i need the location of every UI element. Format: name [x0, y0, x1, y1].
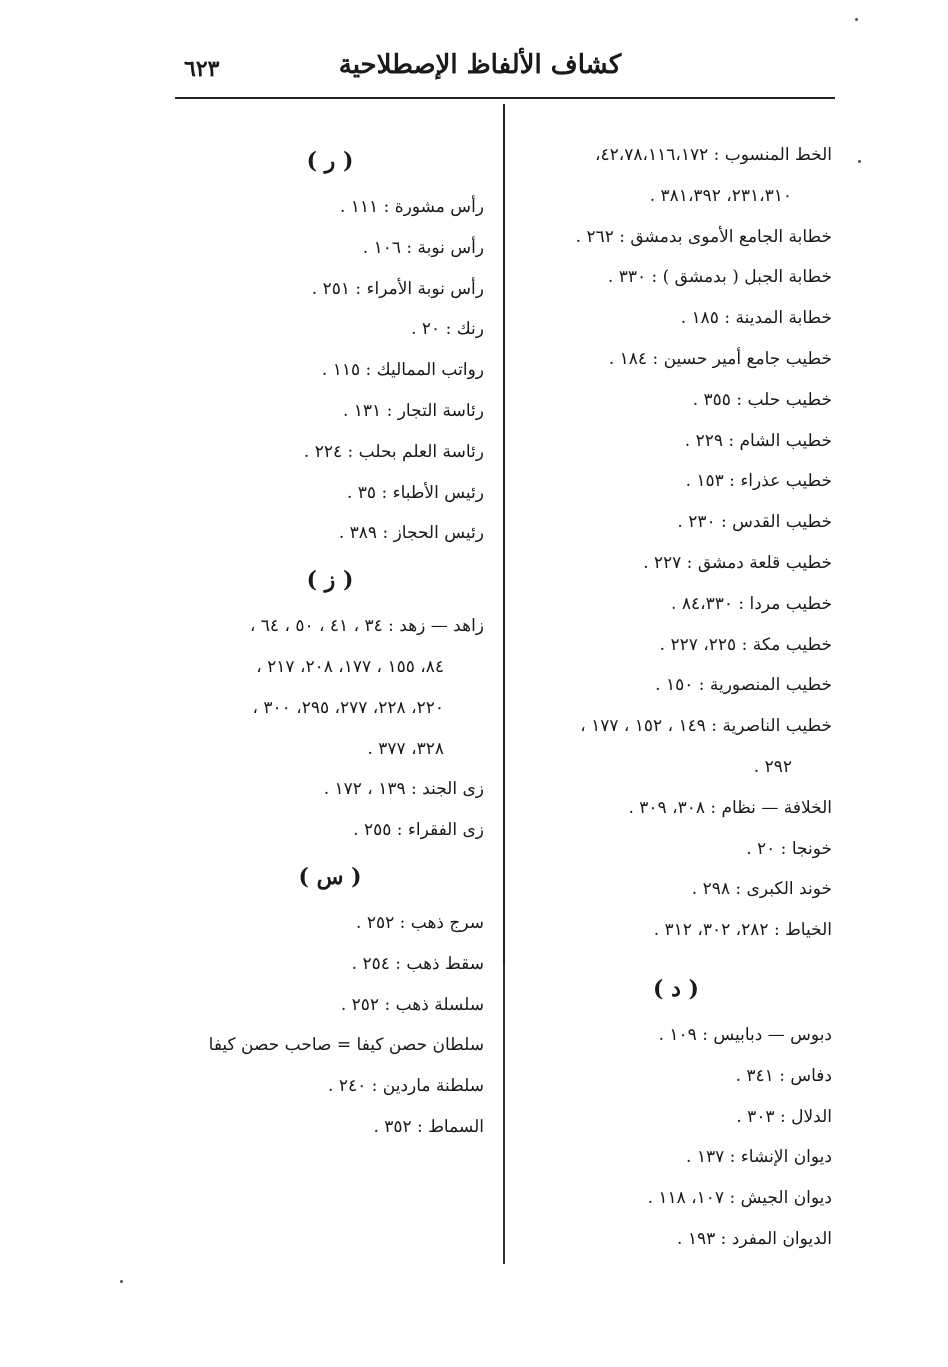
index-entry: السماط : ٣٥٢ .: [373, 1116, 484, 1137]
index-entry: خوند الكبرى : ٢٩٨ .: [691, 879, 832, 900]
index-entry-continuation: ٢٩٢ .: [753, 756, 792, 777]
index-entry: خطابة الجبل ( بدمشق ) : ٣٣٠ .: [607, 267, 832, 288]
index-entry: خطيب القدس : ٢٣٠ .: [677, 512, 832, 533]
scan-speck: [855, 18, 858, 21]
index-column-right: [520, 135, 832, 1260]
index-entry: رئيس الأطباء : ٣٥ .: [346, 482, 484, 503]
column-divider-lower: [503, 964, 505, 1264]
index-entry: خطيب الناصرية : ١٤٩ ، ١٥٢ ، ١٧٧ ،: [580, 716, 832, 737]
running-title: كشاف الألفاظ الإصطلاحية: [338, 50, 622, 80]
index-entry: رأس نوبة : ١٠٦ .: [362, 237, 484, 258]
index-entry: خطيب المنصورية : ١٥٠ .: [655, 675, 832, 696]
index-entry: زى الجند : ١٣٩ ، ١٧٢ .: [323, 779, 484, 800]
index-entry: زاهد — زهد : ٣٤ ، ٤١ ، ٥٠ ، ٦٤ ،: [249, 616, 484, 637]
index-column-left: [176, 135, 484, 1148]
index-entry: ديوان الجيش : ١٠٧، ١١٨ .: [647, 1188, 832, 1209]
index-entry: سلطان حصن كيفا = صاحب حصن كيفا: [208, 1035, 484, 1056]
index-entry: رواتب المماليك : ١١٥ .: [321, 360, 484, 381]
index-entry: الديوان المفرد : ١٩٣ .: [677, 1228, 832, 1249]
section-letter-heading: ( ز ): [306, 567, 354, 594]
scan-speck: [120, 1280, 123, 1283]
index-entry: خطابة الجامع الأموى بدمشق : ٢٦٢ .: [575, 226, 832, 247]
index-entry: ديوان الإنشاء : ١٣٧ .: [686, 1147, 832, 1168]
index-entry: رئاسة التجار : ١٣١ .: [342, 400, 484, 421]
index-entry: خطيب قلعة دمشق : ٢٢٧ .: [643, 552, 832, 573]
section-letter-heading: ( ر ): [306, 148, 354, 174]
index-entry-continuation: ٢٢٠، ٢٢٨، ٢٧٧، ٢٩٥، ٣٠٠ ،: [252, 697, 444, 718]
index-entry: خطيب حلب : ٣٥٥ .: [692, 389, 832, 410]
index-entry-continuation: ٢٣١،٣١٠، ٣٨١،٣٩٢ .: [649, 185, 792, 206]
index-entry: الخط المنسوب : ٤٢،٧٨،١١٦،١٧٢،: [594, 145, 832, 165]
index-entry: خطيب عذراء : ١٥٣ .: [685, 471, 832, 492]
index-entry: رئاسة العلم بحلب : ٢٢٤ .: [303, 441, 484, 462]
index-entry: خطابة المدينة : ١٨٥ .: [680, 308, 832, 329]
index-entry: دبوس — دبابيس : ١٠٩ .: [658, 1024, 832, 1045]
index-entry: سقط ذهب : ٢٥٤ .: [351, 953, 484, 974]
scan-speck: [858, 160, 861, 163]
index-entry: خطيب جامع أمير حسين : ١٨٤ .: [608, 348, 832, 369]
index-entry: رئيس الحجاز : ٣٨٩ .: [338, 523, 484, 544]
index-entry: سلسلة ذهب : ٢٥٢ .: [340, 994, 484, 1015]
index-entry: خطيب الشام : ٢٢٩ .: [684, 430, 832, 451]
index-entry-continuation: ٣٢٨، ٣٧٧ .: [367, 738, 444, 759]
index-entry-continuation: ٨٤، ١٥٥ ، ١٧٧، ٢٠٨، ٢١٧ ،: [256, 656, 444, 677]
index-entry: الخلافة — نظام : ٣٠٨، ٣٠٩ .: [628, 797, 832, 818]
index-entry: خونجا : ٢٠ .: [746, 838, 832, 859]
index-entry: سرج ذهب : ٢٥٢ .: [356, 912, 484, 933]
index-entry: دفاس : ٣٤١ .: [735, 1065, 832, 1086]
column-divider: [503, 104, 505, 964]
page-number: ٦٢٣: [184, 56, 220, 82]
section-letter-heading: ( س ): [298, 863, 362, 890]
index-entry: خطيب مردا : ٨٤،٣٣٠ .: [671, 593, 832, 614]
spacer: [520, 951, 832, 963]
header-rule: [175, 97, 835, 99]
index-entry: رأس نوبة الأمراء : ٢٥١ .: [311, 278, 484, 299]
index-entry: رنك : ٢٠ .: [411, 319, 484, 340]
index-entry: الخياط : ٢٨٢، ٣٠٢، ٣١٢ .: [653, 920, 832, 941]
index-entry: رأس مشورة : ١١١ .: [339, 197, 484, 217]
index-entry: الدلال : ٣٠٣ .: [736, 1106, 832, 1127]
index-entry: سلطنة ماردين : ٢٤٠ .: [328, 1076, 484, 1097]
index-entry: خطيب مكة : ٢٢٥، ٢٢٧ .: [659, 634, 832, 655]
section-letter-heading: ( د ): [653, 975, 699, 1002]
index-entry: زى الفقراء : ٢٥٥ .: [353, 820, 484, 841]
